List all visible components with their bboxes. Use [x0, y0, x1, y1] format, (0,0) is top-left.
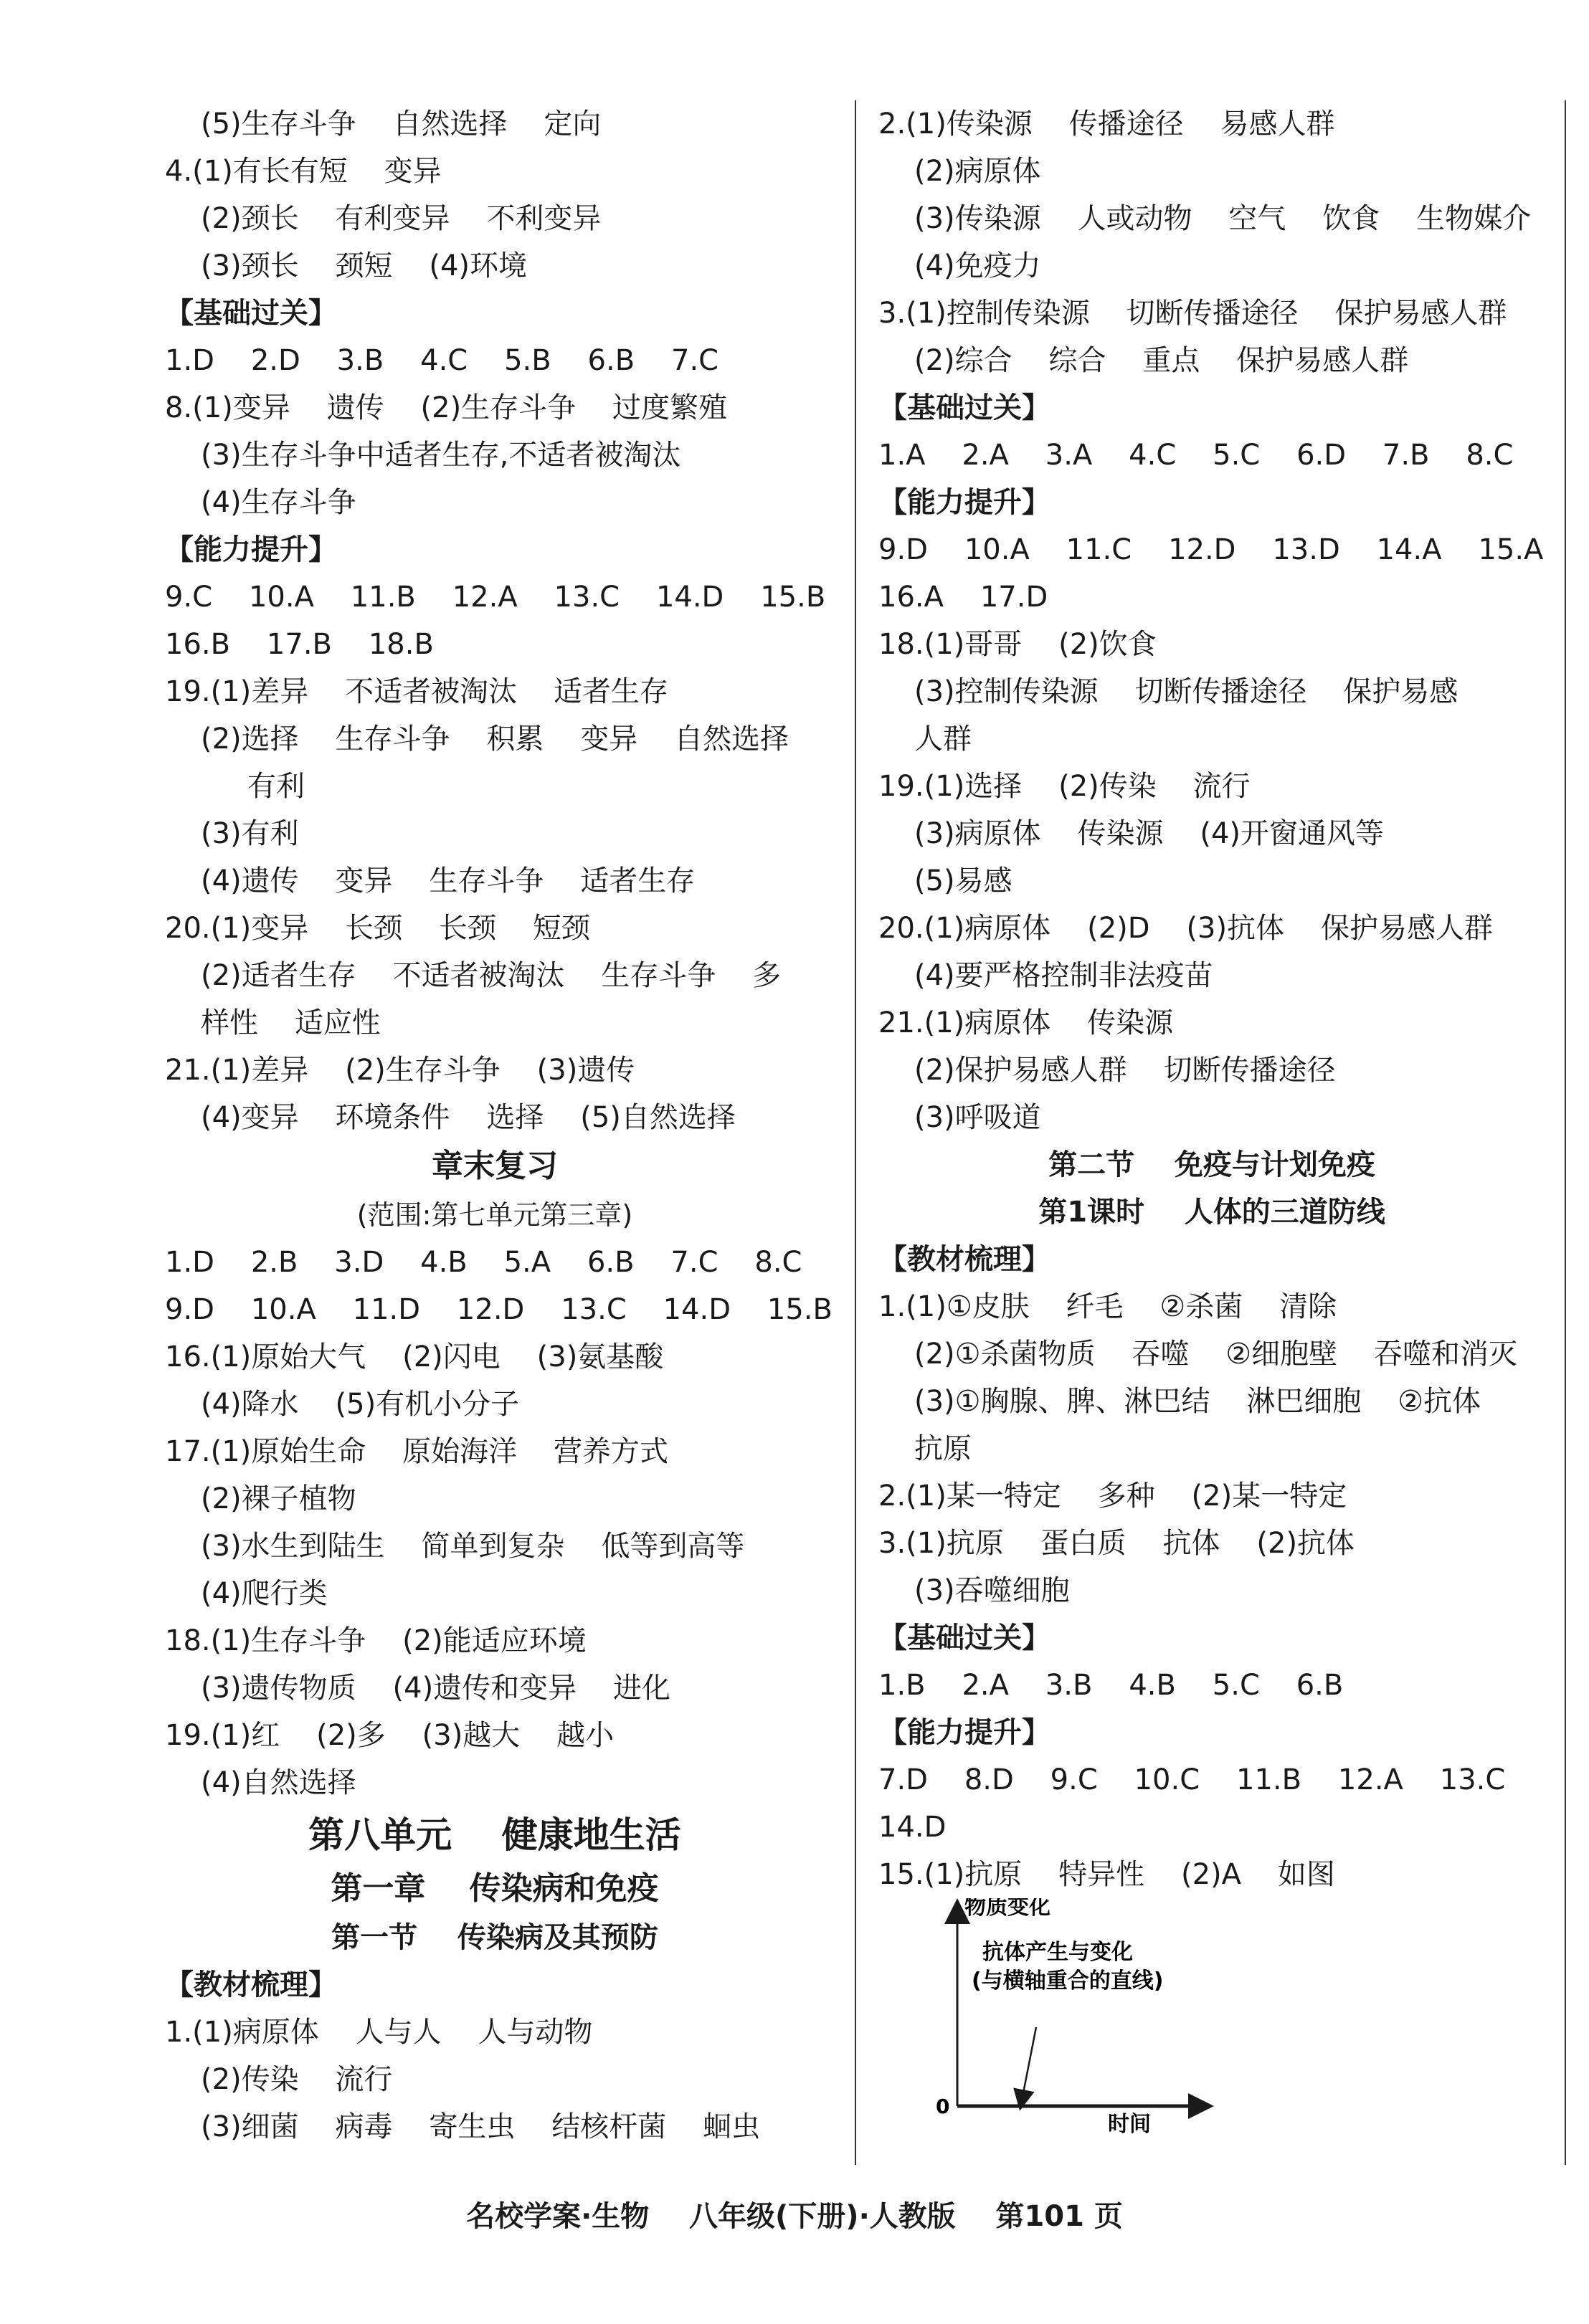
left-line: (4)变异 环境条件 选择 (5)自然选择 — [201, 1101, 736, 1134]
right-line: 1.B 2.A 3.B 4.B 5.C 6.B — [878, 1669, 1344, 1702]
right-line: 18.(1)哥哥 (2)饮食 — [878, 628, 1157, 661]
right-line: 2.(1)传染源 传播途径 易感人群 — [878, 108, 1335, 141]
right-line: 第1课时 人体的三道防线 — [1038, 1196, 1385, 1229]
annotation-arrow — [1022, 2027, 1036, 2100]
left-line: (4)生存斗争 — [201, 486, 356, 519]
antibody-graph — [914, 1898, 1215, 2135]
left-line: 9.C 10.A 11.B 12.A 13.C 14.D 15.B — [165, 581, 826, 614]
right-line: 20.(1)病原体 (2)D (3)抗体 保护易感人群 — [878, 912, 1493, 945]
right-line: (5)易感 — [914, 865, 1012, 897]
left-line: 4.(1)有长有短 变异 — [165, 155, 442, 188]
right-line: 【基础过关】 — [878, 391, 1050, 424]
x-axis-label: 时间 — [1108, 2112, 1151, 2135]
right-line: 【能力提升】 — [878, 1716, 1050, 1749]
right-line: (4)免疫力 — [914, 249, 1041, 282]
antibody-figure — [914, 1898, 1545, 2135]
left-line: 【基础过关】 — [165, 297, 337, 330]
left-column — [165, 100, 833, 2151]
left-line: 1.D 2.B 3.D 4.B 5.A 6.B 7.C 8.C — [165, 1246, 802, 1279]
right-line: (3)①胸腺、脾、淋巴结 淋巴细胞 ②抗体 — [914, 1385, 1481, 1418]
right-line: 1.A 2.A 3.A 4.C 5.C 6.D 7.B 8.C — [878, 439, 1514, 472]
left-line: 19.(1)差异 不适者被淘汰 适者生存 — [165, 675, 668, 708]
left-line: (2)适者生存 不适者被淘汰 生存斗争 多 — [201, 959, 782, 992]
left-line: (范围:第七单元第三章) — [356, 1199, 633, 1231]
left-line: 【能力提升】 — [165, 533, 337, 566]
right-line: (2)保护易感人群 切断传播途径 — [914, 1054, 1336, 1087]
left-line: (4)爬行类 — [201, 1577, 328, 1610]
right-line: 15.(1)抗原 特异性 (2)A 如图 — [878, 1858, 1335, 1891]
right-column — [878, 100, 1545, 2135]
right-line: 1.(1)①皮肤 纤毛 ②杀菌 清除 — [878, 1290, 1337, 1323]
right-line: (3)呼吸道 — [914, 1101, 1041, 1134]
right-line: 21.(1)病原体 传染源 — [878, 1006, 1174, 1039]
right-line: 3.(1)控制传染源 切断传播途径 保护易感人群 — [878, 297, 1507, 330]
left-line: 20.(1)变异 长颈 长颈 短颈 — [165, 912, 590, 945]
left-line: (4)自然选择 — [201, 1766, 356, 1799]
left-line: 1.D 2.D 3.B 4.C 5.B 6.B 7.C — [165, 344, 719, 377]
left-line: (4)遗传 变异 生存斗争 适者生存 — [201, 865, 696, 897]
right-line: 第二节 免疫与计划免疫 — [1048, 1148, 1375, 1181]
left-line: (2)选择 生存斗争 积累 变异 自然选择 — [201, 723, 789, 756]
left-line: (3)颈长 颈短 (4)环境 — [201, 249, 528, 282]
y-axis-label: 物质变化 — [964, 1898, 1050, 1920]
left-line: 9.D 10.A 11.D 12.D 13.C 14.D 15.B — [165, 1293, 833, 1326]
annotation-line-1: 抗体产生与变化 — [982, 1940, 1133, 1965]
left-line: 21.(1)差异 (2)生存斗争 (3)遗传 — [165, 1054, 635, 1087]
right-line: (3)病原体 传染源 (4)开窗通风等 — [914, 817, 1385, 850]
left-line: 16.(1)原始大气 (2)闪电 (3)氨基酸 — [165, 1340, 664, 1373]
left-line: 第一节 传染病及其预防 — [331, 1921, 658, 1954]
left-line: (3)生存斗争中适者生存,不适者被淘汰 — [201, 439, 681, 472]
left-line: 样性 适应性 — [201, 1006, 381, 1039]
right-line: 9.D 10.A 11.C 12.D 13.D 14.A 15.A — [878, 533, 1544, 566]
right-line: 【基础过关】 — [878, 1621, 1050, 1654]
left-line: (3)细菌 病毒 寄生虫 结核杆菌 蛔虫 — [201, 2110, 761, 2143]
left-line: 19.(1)红 (2)多 (3)越大 越小 — [165, 1719, 615, 1752]
left-line: (3)遗传物质 (4)遗传和变异 进化 — [201, 1672, 671, 1705]
right-line: (3)传染源 人或动物 空气 饮食 生物媒介 — [914, 202, 1532, 235]
right-line: 抗原 — [914, 1432, 972, 1465]
left-line: (3)水生到陆生 简单到复杂 低等到高等 — [201, 1530, 745, 1563]
left-line: 第八单元 健康地生活 — [308, 1814, 681, 1856]
right-line: 19.(1)选择 (2)传染 流行 — [878, 770, 1251, 803]
left-line: (2)裸子植物 — [201, 1482, 356, 1515]
origin-label: 0 — [936, 2095, 950, 2118]
right-line: (2)①杀菌物质 吞噬 ②细胞壁 吞噬和消灭 — [914, 1338, 1517, 1371]
column-divider — [855, 100, 856, 2165]
right-line: (2)病原体 — [914, 155, 1041, 188]
left-line: 17.(1)原始生命 原始海洋 营养方式 — [165, 1435, 668, 1468]
left-line: 有利 — [247, 770, 305, 803]
right-line: 16.A 17.D — [878, 581, 1048, 614]
left-line: (5)生存斗争 自然选择 定向 — [201, 108, 602, 141]
right-line: 2.(1)某一特定 多种 (2)某一特定 — [878, 1480, 1347, 1513]
right-line: 7.D 8.D 9.C 10.C 11.B 12.A 13.C — [878, 1763, 1506, 1796]
left-line: 18.(1)生存斗争 (2)能适应环境 — [165, 1624, 587, 1657]
left-line: 16.B 17.B 18.B — [165, 628, 434, 661]
right-line: (2)综合 综合 重点 保护易感人群 — [914, 344, 1409, 377]
left-line: (3)有利 — [201, 817, 299, 850]
right-line: (3)吞噬细胞 — [914, 1574, 1070, 1607]
left-line: 第一章 传染病和免疫 — [331, 1870, 659, 1907]
right-column-lines — [878, 100, 1545, 1898]
right-line: (4)要严格控制非法疫苗 — [914, 959, 1213, 992]
left-line: 【教材梳理】 — [165, 1968, 337, 2001]
right-line: (3)控制传染源 切断传播途径 保护易感 — [914, 675, 1458, 708]
right-line: 14.D — [878, 1811, 947, 1844]
left-line: 章末复习 — [432, 1148, 558, 1184]
right-line: 【能力提升】 — [878, 486, 1050, 519]
right-line: 【教材梳理】 — [878, 1243, 1050, 1276]
left-line: (4)降水 (5)有机小分子 — [201, 1388, 520, 1421]
left-line: (2)颈长 有利变异 不利变异 — [201, 202, 602, 235]
left-line: 1.(1)病原体 人与人 人与动物 — [165, 2016, 593, 2049]
left-line: (2)传染 流行 — [201, 2063, 393, 2096]
annotation-line-2: (与横轴重合的直线) — [972, 1968, 1164, 1994]
right-line: 3.(1)抗原 蛋白质 抗体 (2)抗体 — [878, 1527, 1355, 1560]
page-footer: 名校学案·生物 八年级(下册)·人教版 第101 页 — [466, 2200, 1123, 2233]
right-line: 人群 — [914, 723, 972, 756]
right-margin-rule — [1565, 100, 1566, 2165]
left-line: 8.(1)变异 遗传 (2)生存斗争 过度繁殖 — [165, 391, 728, 424]
